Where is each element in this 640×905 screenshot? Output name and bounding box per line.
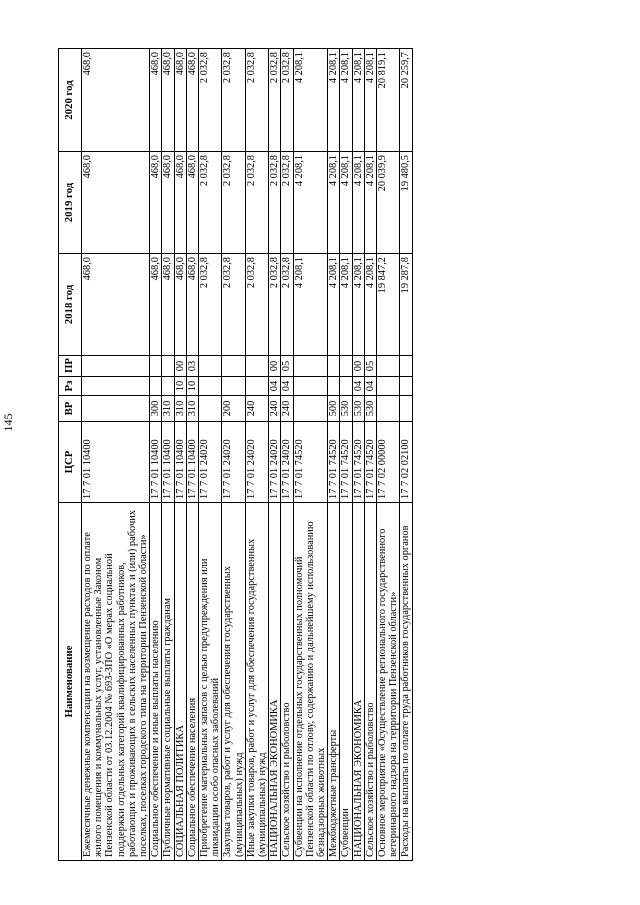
cell-pr xyxy=(222,356,245,377)
cell-name: Социальное обеспечение и иные выплаты населению xyxy=(150,503,162,861)
cell-2018: 468,0 xyxy=(150,254,162,356)
table-body xyxy=(82,49,413,861)
cell-name: Ежемесячные денежные компенсации на возмещение расходов по оплате жилого помещения и коммунальных услуг, установленные Законом Пензенской области от 03.12.2004 № 693-ЗПО «О мерах социальной поддержки отдельных категорий квалифицированных работников, работающих и проживающих в сельских населенных пунктах и (или) рабочих поселках, поселках городского типа на территории Пензенской области» xyxy=(82,503,150,861)
cell-vr: 530 xyxy=(364,396,376,422)
header-2020: 2020 год xyxy=(59,49,82,152)
cell-2019: 468,0 xyxy=(162,152,174,254)
cell-pr xyxy=(82,356,150,377)
cell-pr: 05 xyxy=(281,356,293,377)
cell-rz xyxy=(199,377,222,396)
cell-2020: 468,0 xyxy=(162,49,174,152)
cell-vr: 240 xyxy=(281,396,293,422)
cell-pr xyxy=(400,356,412,377)
cell-rz: 10 xyxy=(186,377,198,396)
cell-2018: 468,0 xyxy=(186,254,198,356)
cell-2018: 4 208,1 xyxy=(293,254,328,356)
cell-rz xyxy=(222,377,245,396)
header-name: Наименование xyxy=(59,503,82,861)
cell-rz xyxy=(82,377,150,396)
cell-name: Закупка товаров, работ и услуг для обеспечения государственных (муниципальных) нужд xyxy=(222,503,245,861)
table-row xyxy=(269,49,281,861)
cell-pr: 05 xyxy=(364,356,376,377)
cell-2020: 2 032,8 xyxy=(281,49,293,152)
cell-rz xyxy=(162,377,174,396)
cell-csr: 17 7 01 74520 xyxy=(293,422,328,503)
cell-2020: 20 819,1 xyxy=(377,49,400,152)
cell-vr: 500 xyxy=(328,396,340,422)
cell-2019: 4 208,1 xyxy=(364,152,376,254)
cell-pr: 03 xyxy=(186,356,198,377)
cell-vr: 300 xyxy=(150,396,162,422)
header-csr: ЦСР xyxy=(59,422,82,503)
cell-pr xyxy=(340,356,352,377)
cell-vr xyxy=(293,396,328,422)
cell-vr xyxy=(199,396,222,422)
cell-2019: 19 480,5 xyxy=(400,152,412,254)
cell-csr: 17 7 01 10400 xyxy=(162,422,174,503)
cell-rz: 04 xyxy=(281,377,293,396)
cell-2020: 4 208,1 xyxy=(352,49,364,152)
cell-pr xyxy=(377,356,400,377)
cell-2020: 468,0 xyxy=(150,49,162,152)
cell-2019: 20 039,9 xyxy=(377,152,400,254)
cell-name: Приобретение материальных запасов с целью предупреждения или ликвидации особо опасных заболеваний xyxy=(199,503,222,861)
cell-2020: 2 032,8 xyxy=(199,49,222,152)
cell-csr: 17 7 01 24020 xyxy=(222,422,245,503)
cell-2020: 4 208,1 xyxy=(328,49,340,152)
cell-2018: 468,0 xyxy=(82,254,150,356)
cell-csr: 17 7 01 74520 xyxy=(328,422,340,503)
header-rz: Рз xyxy=(59,377,82,396)
cell-pr: 00 xyxy=(352,356,364,377)
table-row xyxy=(328,49,340,861)
cell-vr: 200 xyxy=(222,396,245,422)
cell-2018: 2 032,8 xyxy=(269,254,281,356)
cell-pr xyxy=(328,356,340,377)
cell-rz xyxy=(293,377,328,396)
cell-2018: 2 032,8 xyxy=(222,254,245,356)
budget-table xyxy=(58,48,413,861)
cell-2020: 4 208,1 xyxy=(340,49,352,152)
cell-2020: 4 208,1 xyxy=(293,49,328,152)
cell-2018: 4 208,1 xyxy=(364,254,376,356)
cell-2018: 2 032,8 xyxy=(245,254,268,356)
cell-2018: 2 032,8 xyxy=(199,254,222,356)
cell-2019: 468,0 xyxy=(174,152,186,254)
cell-vr xyxy=(377,396,400,422)
cell-2018: 468,0 xyxy=(174,254,186,356)
cell-name: Субвенции на исполнение отдельных государственных полномочий Пензенской области по отлову, содержанию и дальнейшему использованию безнадзорных животных xyxy=(293,503,328,861)
cell-csr: 17 7 01 10400 xyxy=(82,422,150,503)
cell-2018: 4 208,1 xyxy=(328,254,340,356)
cell-csr: 17 7 01 24020 xyxy=(245,422,268,503)
cell-rz: 10 xyxy=(174,377,186,396)
header-2019: 2019 год xyxy=(59,152,82,254)
table-row xyxy=(377,49,400,861)
cell-rz xyxy=(245,377,268,396)
cell-2019: 468,0 xyxy=(186,152,198,254)
cell-rz: 04 xyxy=(364,377,376,396)
cell-name: Сельское хозяйство и рыболовство xyxy=(364,503,376,861)
cell-vr: 530 xyxy=(340,396,352,422)
table-row xyxy=(222,49,245,861)
cell-pr: 00 xyxy=(174,356,186,377)
cell-2019: 4 208,1 xyxy=(293,152,328,254)
cell-name: СОЦИАЛЬНАЯ ПОЛИТИКА xyxy=(174,503,186,861)
cell-name: Расходы на выплаты по оплате труда работников государственных органов xyxy=(400,503,412,861)
cell-pr xyxy=(150,356,162,377)
table-row xyxy=(293,49,328,861)
cell-name: НАЦИОНАЛЬНАЯ ЭКОНОМИКА xyxy=(352,503,364,861)
cell-name: Социальное обеспечение населения xyxy=(186,503,198,861)
cell-csr: 17 7 01 10400 xyxy=(186,422,198,503)
cell-rz xyxy=(400,377,412,396)
cell-2019: 2 032,8 xyxy=(222,152,245,254)
cell-name: Сельское хозяйство и рыболовство xyxy=(281,503,293,861)
cell-2020: 20 259,7 xyxy=(400,49,412,152)
cell-pr: 00 xyxy=(269,356,281,377)
cell-vr: 310 xyxy=(186,396,198,422)
table-row xyxy=(245,49,268,861)
cell-2019: 2 032,8 xyxy=(269,152,281,254)
cell-csr: 17 7 01 74520 xyxy=(352,422,364,503)
cell-csr: 17 7 01 24020 xyxy=(281,422,293,503)
cell-csr: 17 7 01 24020 xyxy=(199,422,222,503)
table-row xyxy=(352,49,364,861)
cell-vr: 310 xyxy=(174,396,186,422)
cell-2018: 4 208,1 xyxy=(352,254,364,356)
table-row xyxy=(82,49,150,861)
cell-name: Иные закупки товаров, работ и услуг для обеспечения государственных (муниципальных) нужд xyxy=(245,503,268,861)
cell-2020: 2 032,8 xyxy=(269,49,281,152)
cell-2020: 468,0 xyxy=(174,49,186,152)
cell-2019: 4 208,1 xyxy=(340,152,352,254)
cell-2019: 2 032,8 xyxy=(199,152,222,254)
cell-csr: 17 7 01 10400 xyxy=(174,422,186,503)
cell-2020: 2 032,8 xyxy=(245,49,268,152)
table-row xyxy=(364,49,376,861)
cell-rz xyxy=(150,377,162,396)
cell-vr: 310 xyxy=(162,396,174,422)
cell-csr: 17 7 01 74520 xyxy=(364,422,376,503)
cell-2019: 2 032,8 xyxy=(245,152,268,254)
cell-rz xyxy=(377,377,400,396)
cell-vr xyxy=(82,396,150,422)
cell-name: Межбюджетные трансферты xyxy=(328,503,340,861)
cell-2019: 4 208,1 xyxy=(328,152,340,254)
cell-2018: 19 287,8 xyxy=(400,254,412,356)
table-header-row xyxy=(59,49,82,861)
cell-2019: 4 208,1 xyxy=(352,152,364,254)
table-row xyxy=(162,49,174,861)
cell-rz: 04 xyxy=(269,377,281,396)
cell-2019: 2 032,8 xyxy=(281,152,293,254)
cell-pr xyxy=(245,356,268,377)
cell-rz xyxy=(328,377,340,396)
cell-vr: 240 xyxy=(245,396,268,422)
cell-pr xyxy=(199,356,222,377)
table-row xyxy=(150,49,162,861)
cell-2018: 2 032,8 xyxy=(281,254,293,356)
cell-2019: 468,0 xyxy=(150,152,162,254)
cell-name: Субвенции xyxy=(340,503,352,861)
cell-2018: 19 847,2 xyxy=(377,254,400,356)
cell-csr: 17 7 02 00000 xyxy=(377,422,400,503)
table-row xyxy=(281,49,293,861)
cell-2018: 468,0 xyxy=(162,254,174,356)
cell-2020: 2 032,8 xyxy=(222,49,245,152)
cell-vr: 240 xyxy=(269,396,281,422)
page-number: 145 xyxy=(1,413,15,432)
cell-pr xyxy=(162,356,174,377)
cell-vr xyxy=(400,396,412,422)
table-row xyxy=(400,49,412,861)
header-vr: ВР xyxy=(59,396,82,422)
cell-pr xyxy=(293,356,328,377)
cell-2020: 468,0 xyxy=(186,49,198,152)
cell-2020: 468,0 xyxy=(82,49,150,152)
cell-name: Публичные нормативные социальные выплаты гражданам xyxy=(162,503,174,861)
cell-csr: 17 7 01 10400 xyxy=(150,422,162,503)
cell-csr: 17 7 01 74520 xyxy=(340,422,352,503)
cell-vr: 530 xyxy=(352,396,364,422)
table-row xyxy=(340,49,352,861)
cell-2019: 468,0 xyxy=(82,152,150,254)
cell-rz: 04 xyxy=(352,377,364,396)
cell-csr: 17 7 01 24020 xyxy=(269,422,281,503)
cell-rz xyxy=(340,377,352,396)
cell-csr: 17 7 02 02100 xyxy=(400,422,412,503)
cell-2018: 4 208,1 xyxy=(340,254,352,356)
header-2018: 2018 год xyxy=(59,254,82,356)
cell-name: НАЦИОНАЛЬНАЯ ЭКОНОМИКА xyxy=(269,503,281,861)
table-row xyxy=(199,49,222,861)
cell-2020: 4 208,1 xyxy=(364,49,376,152)
table-row xyxy=(174,49,186,861)
header-pr: ПР xyxy=(59,356,82,377)
cell-name: Основное мероприятие «Осуществление регионального государственного ветеринарного надзора на территории Пензенской области» xyxy=(377,503,400,861)
table-row xyxy=(186,49,198,861)
